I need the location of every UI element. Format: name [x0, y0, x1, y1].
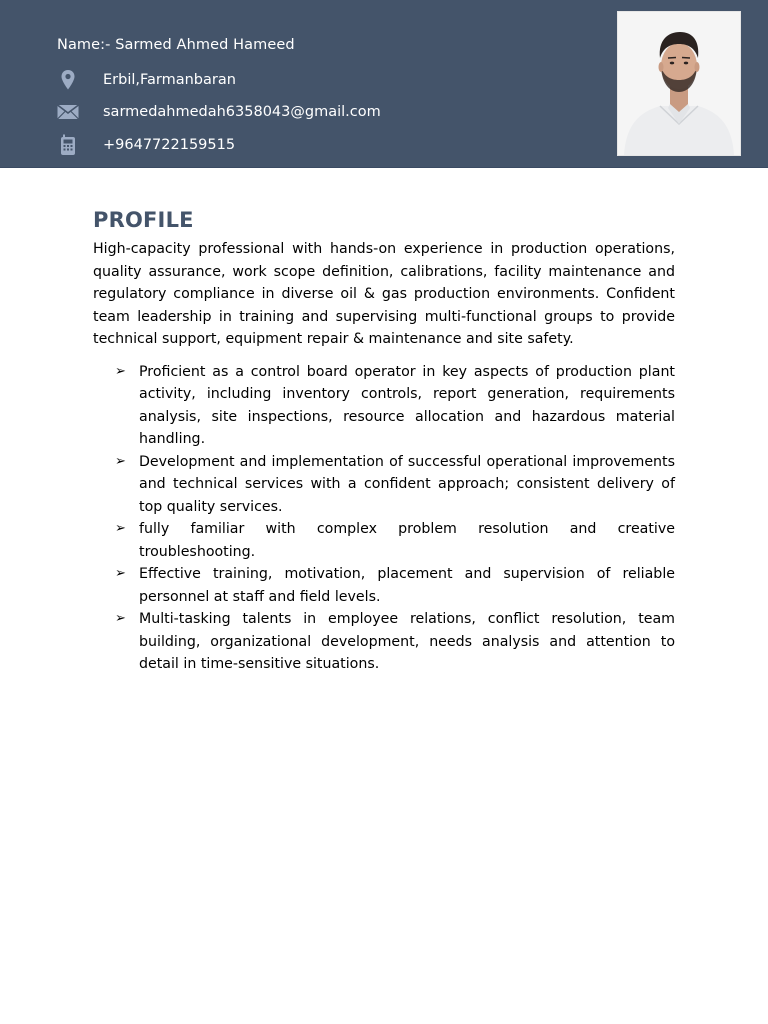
list-item: ➢ Proficient as a control board operator in key aspects of production plant activity, including inventory controls, report generation, requirements analysis, site inspections, resource allocation and hazardous material handling.: [93, 361, 675, 451]
list-item: ➢ Multi-tasking talents in employee relations, conflict resolution, team building, organizational development, needs analysis and attention to detail in time-sensitive situations.: [93, 608, 675, 676]
arrow-bullet-icon: ➢: [115, 363, 126, 379]
email-text: sarmedahmedah6358043@gmail.com: [103, 104, 381, 120]
arrow-bullet-icon: ➢: [115, 566, 126, 581]
arrow-bullet-icon: ➢: [115, 453, 126, 469]
candidate-name: Name:- Sarmed Ahmed Hameed: [57, 37, 295, 53]
phone-text: +9647722159515: [103, 137, 236, 153]
section-title-profile: PROFILE: [93, 208, 194, 232]
list-item: ➢ Effective training, motivation, placement and supervision of reliable personnel at staff and field levels.: [93, 563, 675, 608]
profile-bullet-list: [93, 361, 675, 676]
location-pin-icon: [57, 69, 79, 91]
location-text: Erbil,Farmanbaran: [103, 72, 236, 88]
envelope-icon: [57, 101, 79, 123]
header-banner: [0, 0, 768, 168]
profile-section: [93, 208, 675, 676]
list-item: ➢ Development and implementation of successful operational improvements and technical services with a confident approach; consistent delivery of top quality services.: [93, 451, 675, 519]
profile-summary: High-capacity professional with hands-on experience in production operations, quality assurance, work scope definition, calibrations, facility maintenance and regulatory compliance in diverse oil & gas production environments. Confident team leadership in training and supervising multi-functional groups to provide technical support, equipment repair & maintenance and site safety.: [93, 241, 675, 347]
phone-row: [57, 133, 236, 157]
email-row: [57, 100, 381, 124]
phone-icon: [57, 134, 79, 156]
list-item: ➢ fully familiar with complex problem resolution and creative troubleshooting.: [93, 518, 675, 563]
profile-photo: [617, 11, 741, 156]
arrow-bullet-icon: ➢: [115, 521, 126, 536]
arrow-bullet-icon: ➢: [115, 611, 126, 626]
location-row: [57, 68, 236, 92]
